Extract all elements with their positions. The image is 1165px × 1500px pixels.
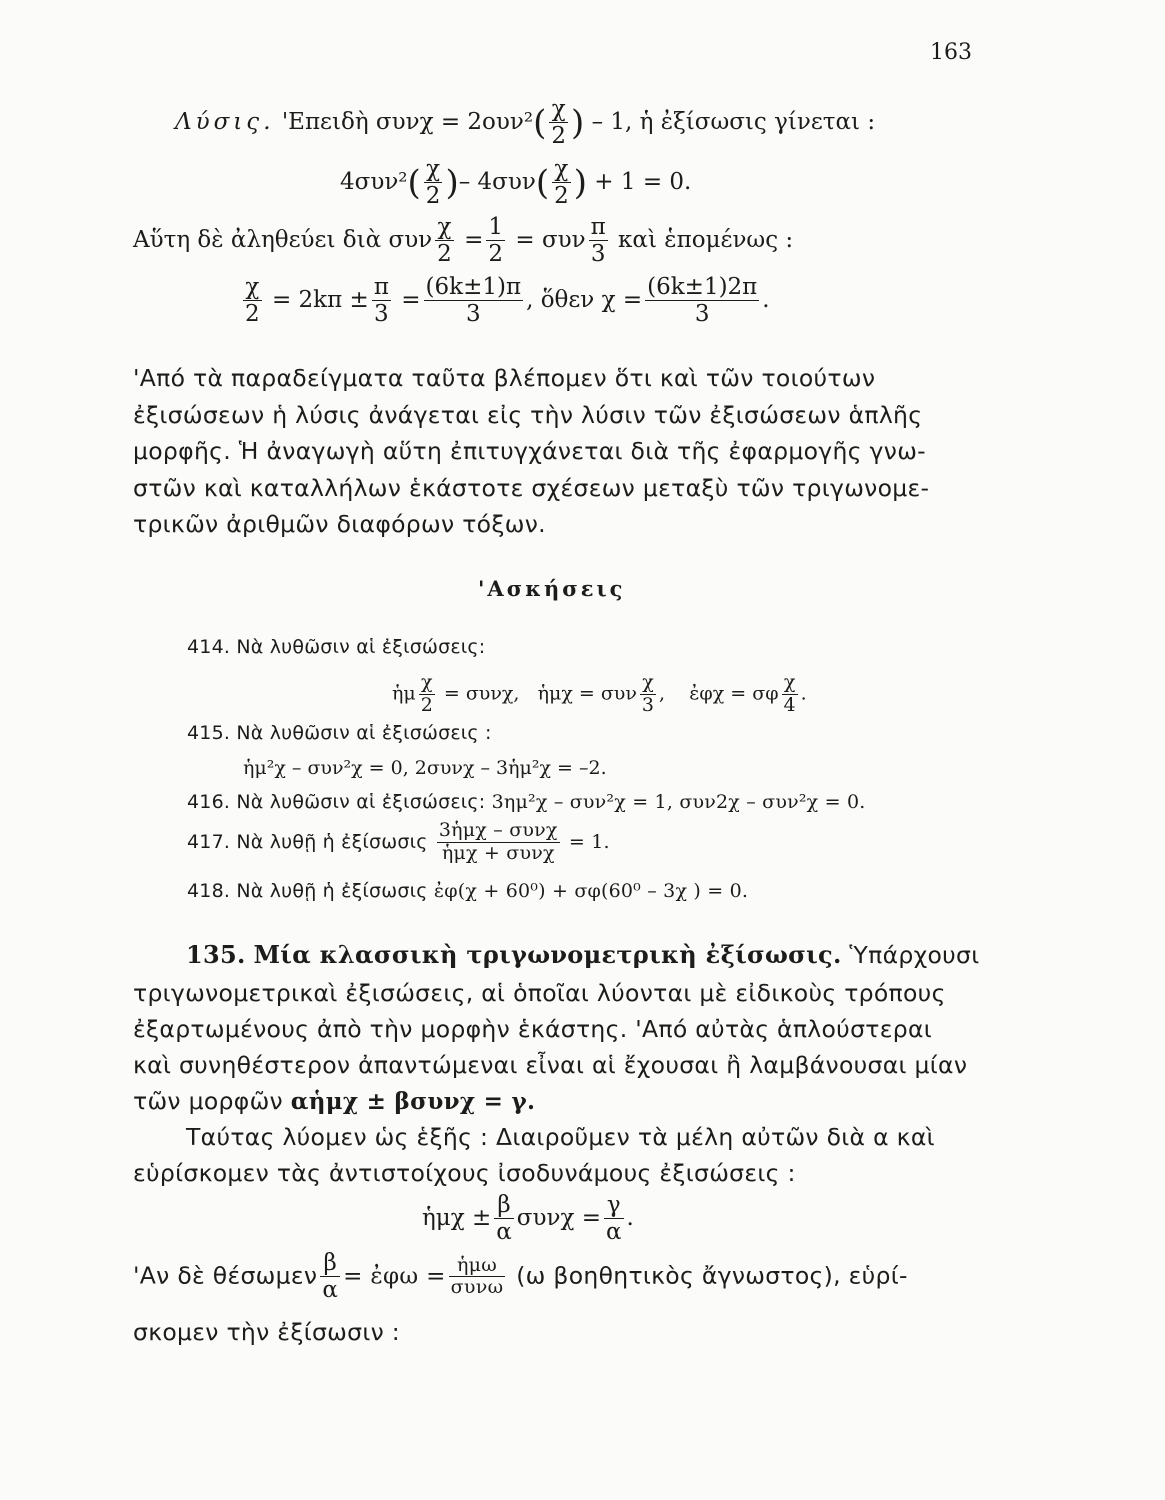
exercise-416: 416. Νὰ λυθῶσιν αἱ ἐξισώσεις: 3ημ²χ – συν²χ = 1, συν2χ – συν²χ = 0. [187, 791, 866, 813]
section-135-line-8: 'Αν δὲ θέσωμεν $\frac{\beta}{\alpha}$ = ἐφω = $\frac{\text{ἡμω}}{\text{συνω}}$ (ω βοηθητικὸς ἄγνωστος), εὑρί- [133, 1250, 908, 1304]
section-135-line: τριγωνομετρικαὶ ἐξισώσεις, αἱ ὁποῖαι λύονται μὲ εἰδικοὺς τρόπους [133, 979, 946, 1007]
section-135-line-7: εὑρίσκομεν τὰς ἀντιστοίχους ἰσοδυνάμους ἐξισώσεις : [133, 1159, 796, 1187]
divided-equation: ἡμχ ± $\frac{\beta}{\alpha}$ συνχ = $\frac{\gamma}{\alpha}$ . [422, 1192, 634, 1246]
section-number: 135. [186, 940, 246, 969]
section-135-line-1: 135. Μία κλασσικὴ τριγωνομετρικὴ ἐξίσωσις. Ὑπάρχουσι [186, 940, 980, 969]
exercise-417: 417. Νὰ λυθῇ ἡ ἐξίσωσις $\frac{\text{3ἡμχ – συνχ}}{\text{ἡμχ + συνχ}}$ = 1. [187, 819, 610, 864]
section-135-line: καὶ συνηθέστερον ἀπαντώμεναι εἶναι αἱ ἔχουσαι ἢ λαμβάνουσαι μίαν [133, 1051, 968, 1079]
exercise-414-equations: ἡμ $\frac{\chi}{2}$ = συνχ, ἡμχ = συν $\frac{\chi}{3}$ , ἐφχ = σφ $\frac{\chi}{4}$ . [392, 671, 807, 716]
section-135-line: ἐξαρτωμένους ἀπὸ τὴν μορφὴν ἑκάστης. 'Από αὐτὰς ἁπλούστεραι [133, 1015, 932, 1043]
paragraph-line: ἐξισώσεων ἡ λύσις ἀνάγεται εἰς τὴν λύσιν τῶν ἐξισώσεων ἁπλῆς [133, 401, 923, 429]
solution-intro: 'Επειδὴ συνχ = 2ουν² [281, 108, 534, 135]
solution-line-1: Λύσις. 'Επειδὴ συνχ = 2ουν²( $\frac{\chi}{2}$ ) – 1, ἡ ἐξίσωσις γίνεται : [175, 96, 876, 150]
solution-line-4: $\frac{\chi}{2}$ = 2kπ ± $\frac{\pi}{3}$ = $\frac{(6k\pm 1)\pi}{3}$ , ὅθεν χ = $\frac{(6k\pm 1)2\pi}{3}$ . [245, 274, 770, 328]
section-title: Μία κλασσικὴ τριγωνομετρικὴ ἐξίσωσις. [253, 940, 842, 969]
paragraph-line: στῶν καὶ καταλλήλων ἑκάστοτε σχέσεων μεταξὺ τῶν τριγωνομε- [133, 474, 930, 502]
solution-label: Λύσις. [175, 108, 275, 135]
exercises-heading: 'Ασκήσεις [478, 576, 626, 601]
exercise-418: 418. Νὰ λυθῇ ἡ ἐξίσωσις ἐφ(χ + 60⁰) + σφ(60⁰ – 3χ ) = 0. [187, 880, 749, 902]
fraction-x-over-2: $\frac{\chi}{2}$ [551, 96, 566, 150]
solution-intro-tail: – 1, ἡ ἐξίσωσις γίνεται : [591, 108, 876, 135]
section-135-line-5: τῶν μορφῶν αἡμχ ± βσυνχ = γ. [133, 1087, 536, 1115]
canonical-form: αἡμχ ± βσυνχ = γ. [290, 1088, 536, 1115]
solution-line-3: Αὕτη δὲ ἀληθεύει διὰ συν $\frac{\chi}{2}$ = $\frac{1}{2}$ = συν $\frac{\pi}{3}$ καὶ ἑπομένως : [133, 214, 794, 268]
exercise-414: 414. Νὰ λυθῶσιν αἱ ἐξισώσεις: [187, 636, 486, 658]
section-135-line-9: σκομεν τὴν ἐξίσωσιν : [133, 1318, 401, 1346]
exercise-415: 415. Νὰ λυθῶσιν αἱ ἐξισώσεις : [187, 722, 492, 744]
paragraph-line: τρικῶν ἀριθμῶν διαφόρων τόξων. [133, 510, 546, 538]
paragraph-line: 'Από τὰ παραδείγματα ταῦτα βλέπομεν ὅτι καὶ τῶν τοιούτων [133, 364, 876, 392]
section-135-line-6: Ταύτας λύομεν ὡς ἑξῆς : Διαιροῦμεν τὰ μέλη αὐτῶν διὰ α καὶ [186, 1123, 935, 1151]
solution-equation-1: 4συν²( $\frac{\chi}{2}$ )– 4συν( $\frac{\chi}{2}$ ) + 1 = 0. [340, 156, 692, 210]
exercise-415-equations: ἡμ²χ – συν²χ = 0, 2συνχ – 3ἡμ²χ = –2. [243, 757, 607, 779]
page-number: 163 [930, 40, 972, 65]
paragraph-line: μορφῆς. Ἡ ἀναγωγὴ αὕτη ἐπιτυγχάνεται διὰ τῆς ἐφαρμογῆς γνω- [133, 437, 926, 465]
